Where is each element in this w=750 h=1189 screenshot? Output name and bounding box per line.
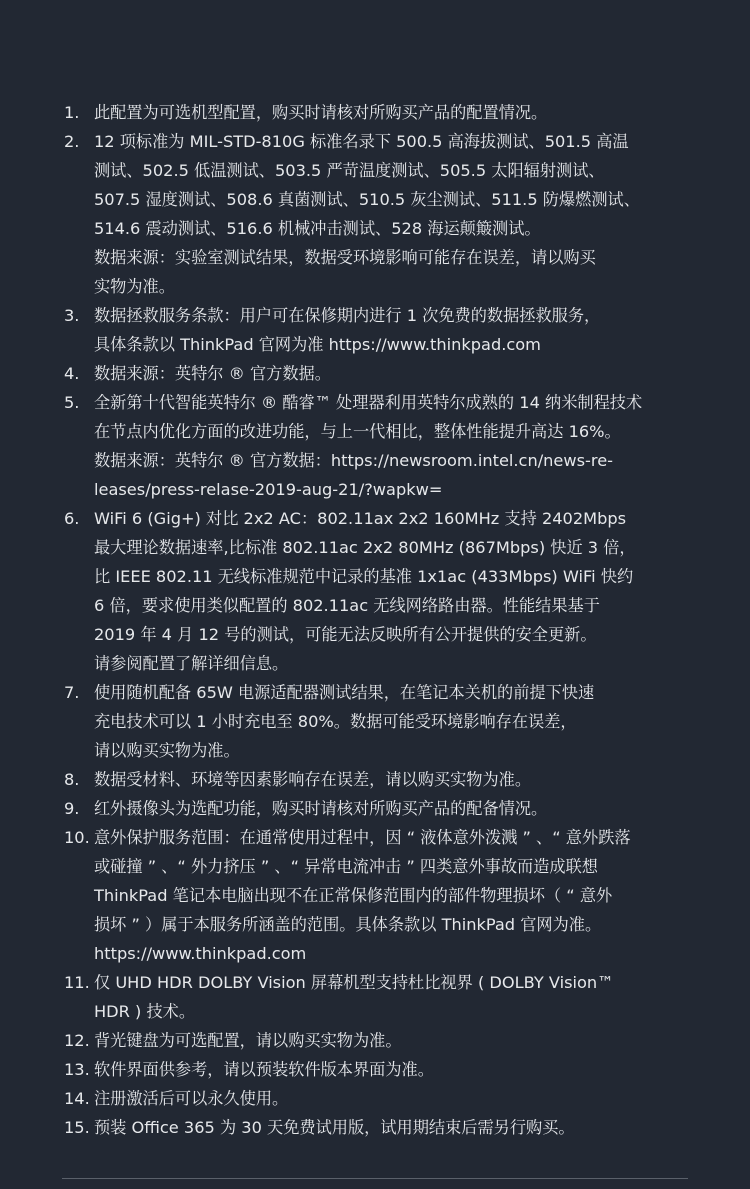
footnote-number: 11. <box>64 973 90 992</box>
footnote-text-line: 请参阅配置了解详细信息。 <box>94 654 289 673</box>
footnote-item <box>0 504 750 678</box>
footnote-number: 6. <box>64 509 80 528</box>
footnote-text-line: leases/press-relase-2019-aug-21/?wapkw= <box>94 480 443 499</box>
footnote-item <box>0 1055 750 1084</box>
footnote-text-line: 全新第十代智能英特尔 ® 酷睿™ 处理器利用英特尔成熟的 14 纳米制程技术 <box>94 393 643 412</box>
footnote-text-line: 数据来源：实验室测试结果，数据受环境影响可能存在误差，请以购买 <box>94 248 596 267</box>
footnote-item <box>0 359 750 388</box>
footnote-text-line: 数据受材料、环境等因素影响存在误差，请以购买实物为准。 <box>94 770 532 789</box>
footnote-item <box>0 823 750 968</box>
footnote-text-line: 请以购买实物为准。 <box>94 741 240 760</box>
footnote-item <box>0 968 750 1026</box>
footnote-item <box>0 1113 750 1142</box>
footnote-text-line: HDR ) 技术。 <box>94 1002 196 1021</box>
footnote-item <box>0 794 750 823</box>
footnote-text-line: 具体条款以 ThinkPad 官网为准 https://www.thinkpad.com <box>94 335 541 354</box>
footnote-item <box>0 127 750 301</box>
footnote-text-line: 实物为准。 <box>94 277 175 296</box>
footnote-number: 12. <box>64 1031 90 1050</box>
footnote-number: 13. <box>64 1060 90 1079</box>
footnote-number: 9. <box>64 799 80 818</box>
footnote-item <box>0 1084 750 1113</box>
footnote-text-line: 软件界面供参考，请以预装软件版本界面为准。 <box>94 1060 434 1079</box>
footnote-text-line: 损坏 ” ）属于本服务所涵盖的范围。具体条款以 ThinkPad 官网为准。 <box>94 915 602 934</box>
footnote-text-line: 12 项标准为 MIL-STD-810G 标准名录下 500.5 高海拔测试、501.5 高温 <box>94 132 629 151</box>
footnotes-list <box>0 98 750 1142</box>
footnote-item <box>0 765 750 794</box>
footnote-number: 14. <box>64 1089 90 1108</box>
footnote-text-line: 507.5 湿度测试、508.6 真菌测试、510.5 灰尘测试、511.5 防爆燃测试、 <box>94 190 640 209</box>
footnote-text-line: 2019 年 4 月 12 号的测试，可能无法反映所有公开提供的安全更新。 <box>94 625 597 644</box>
footnote-number: 4. <box>64 364 80 383</box>
footnote-text-line: 红外摄像头为选配功能，购买时请核对所购买产品的配备情况。 <box>94 799 548 818</box>
footnote-number: 1. <box>64 103 80 122</box>
footnote-text-line: 数据来源：英特尔 ® 官方数据：https://newsroom.intel.cn/news-re- <box>94 451 614 470</box>
footnote-text-line: 使用随机配备 65W 电源适配器测试结果，在笔记本关机的前提下快速 <box>94 683 595 702</box>
footnote-text-line: WiFi 6 (Gig+) 对比 2x2 AC：802.11ax 2x2 160MHz 支持 2402Mbps <box>94 509 627 528</box>
footnote-text-line: 意外保护服务范围：在通常使用过程中，因 “ 液体意外泼溅 ” 、“ 意外跌落 <box>94 828 631 847</box>
footnote-item <box>0 1026 750 1055</box>
footnote-number: 7. <box>64 683 80 702</box>
footnote-number: 2. <box>64 132 80 151</box>
footnote-text-line: 6 倍，要求使用类似配置的 802.11ac 无线网络路由器。性能结果基于 <box>94 596 600 615</box>
footnote-item <box>0 678 750 765</box>
footnote-text-line: 此配置为可选机型配置，购买时请核对所购买产品的配置情况。 <box>94 103 548 122</box>
footnote-item <box>0 301 750 359</box>
footnote-item <box>0 98 750 127</box>
footnote-text-line: ThinkPad 笔记本电脑出现不在正常保修范围内的部件物理损坏（ “ 意外 <box>94 886 613 905</box>
footnote-text-line: 514.6 震动测试、516.6 机械冲击测试、528 海运颠簸测试。 <box>94 219 541 238</box>
footnote-number: 15. <box>64 1118 90 1137</box>
bottom-divider <box>62 1178 688 1179</box>
footnote-text-line: 或碰撞 ” 、“ 外力挤压 ” 、“ 异常电流冲击 ” 四类意外事故而造成联想 <box>94 857 598 876</box>
footnote-number: 8. <box>64 770 80 789</box>
footnote-text-line: 仅 UHD HDR DOLBY Vision 屏幕机型支持杜比视界 ( DOLBY Vision™ <box>94 973 614 992</box>
footnote-text-line: 注册激活后可以永久使用。 <box>94 1089 289 1108</box>
footnote-text-line: 比 IEEE 802.11 无线标准规范中记录的基准 1x1ac (433Mbps) WiFi 快约 <box>94 567 634 586</box>
footnote-number: 5. <box>64 393 80 412</box>
footnote-text-line: 预装 Office 365 为 30 天免费试用版，试用期结束后需另行购买。 <box>94 1118 575 1137</box>
footnote-text-line: 测试、502.5 低温测试、503.5 严苛温度测试、505.5 太阳辐射测试、 <box>94 161 605 180</box>
footnote-item <box>0 388 750 504</box>
footnote-text-line: https://www.thinkpad.com <box>94 944 307 963</box>
footnote-number: 3. <box>64 306 80 325</box>
footnote-text-line: 数据拯救服务条款：用户可在保修期内进行 1 次免费的数据拯救服务， <box>94 306 601 325</box>
footnote-text-line: 在节点内优化方面的改进功能，与上一代相比，整体性能提升高达 16%。 <box>94 422 621 441</box>
footnote-number: 10. <box>64 828 90 847</box>
footnote-text-line: 最大理论数据速率,比标准 802.11ac 2x2 80MHz (867Mbps) 快近 3 倍， <box>94 538 636 557</box>
footnote-text-line: 充电技术可以 1 小时充电至 80%。数据可能受环境影响存在误差， <box>94 712 577 731</box>
footnote-text-line: 背光键盘为可选配置，请以购买实物为准。 <box>94 1031 402 1050</box>
footnote-text-line: 数据来源：英特尔 ® 官方数据。 <box>94 364 331 383</box>
